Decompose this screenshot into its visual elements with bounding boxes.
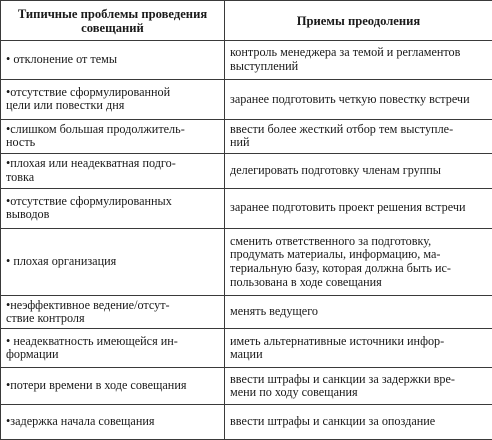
problem-text: •слишком большая продолжитель- ность [6,121,185,150]
problem-text: •задержка начала совещания [6,414,155,429]
solution-text: ввести штрафы и санкции за опоздание [230,414,436,429]
problem-text: • плохая организация [6,254,117,269]
solution-cell [225,188,492,228]
header-problems [1,1,225,41]
solution-text: ввести штрафы и санкции за задержки вре- мени по ходу совещания [230,371,455,400]
solution-text: заранее подготовить проект решения встречи [230,200,466,215]
problem-cell [1,405,225,440]
solution-text: делегировать подготовку членам группы [230,162,441,177]
solution-cell [225,41,492,80]
table-row [1,79,492,119]
problem-cell [1,188,225,228]
problem-cell [1,119,225,153]
solution-cell [225,368,492,405]
solution-text: менять ведущего [230,304,318,319]
solution-text: заранее подготовить четкую повестку встречи [230,91,470,106]
problem-cell [1,296,225,329]
problem-cell [1,329,225,368]
table-row [1,296,492,329]
solution-cell [225,296,492,329]
problem-text: •потери времени в ходе совещания [6,378,187,393]
problem-cell [1,368,225,405]
problem-text: •неэффективное ведение/отсут- ствие контроля [6,297,170,326]
solution-cell [225,153,492,188]
header-solutions [225,1,492,41]
table-row [1,405,492,440]
solution-cell [225,79,492,119]
table-row [1,188,492,228]
header-problems-label: Типичные проблемы проведения совещаний [17,6,208,35]
table-header-row [1,1,492,41]
table-row [1,329,492,368]
problem-cell [1,153,225,188]
solution-text: контроль менеджера за темой и регламентов выступлений [230,45,461,73]
table-row [1,368,492,405]
table-row [1,41,492,80]
problem-text: •отсутствие сформулированной цели или повестки дня [6,84,171,113]
solution-cell [225,228,492,296]
problem-text: •отсутствие сформулированных выводов [6,193,172,222]
header-solutions-label: Приемы преодоления [296,13,421,28]
solution-text: сменить ответственного за подготовку, продумать материалы, информацию, ма- териальную базу, которая должна быть ис- пользована в ходе совещания [230,233,451,289]
problem-cell [1,41,225,80]
solution-cell [225,405,492,440]
solution-cell [225,329,492,368]
problem-text: • отклонение от темы [6,52,118,67]
problem-cell [1,79,225,119]
table-row [1,228,492,296]
problem-cell [1,228,225,296]
problem-text: •плохая или неадекватная подго- товка [6,156,176,184]
table-row [1,153,492,188]
problem-text: • неадекватность имеющейся ин- формации [6,333,178,362]
table-row [1,119,492,153]
solution-cell [225,119,492,153]
solution-text: иметь альтернативные источники инфор- мации [230,333,445,362]
solution-text: ввести более жесткий отбор тем выступле- ний [230,121,454,150]
